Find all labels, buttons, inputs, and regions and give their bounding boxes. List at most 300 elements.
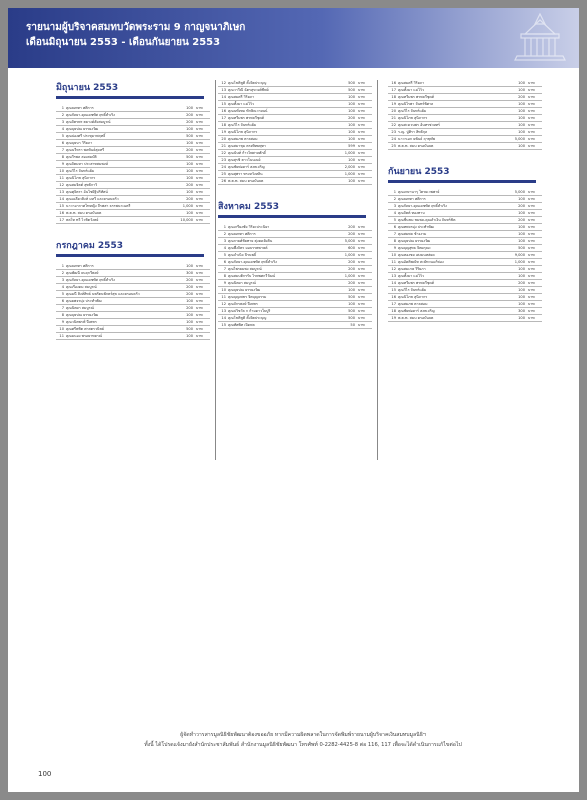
donation-amount: 500 <box>186 133 193 138</box>
currency-unit: บาท <box>196 147 203 152</box>
column-1 <box>56 80 210 354</box>
currency-unit: บาท <box>528 315 535 320</box>
row-number: 18 <box>391 308 396 313</box>
currency-unit: บาท <box>196 263 203 268</box>
currency-unit: บาท <box>528 108 535 113</box>
donation-amount: 100 <box>518 115 525 120</box>
donor-name: คุณกัลยา-คุณเดชทัศ ฤทธิ์สำเริง <box>228 259 277 264</box>
row-number: 18 <box>221 122 226 127</box>
row-number: 14 <box>59 196 64 201</box>
donor-name: คุณนิตยา สมบูรณ์ <box>228 280 256 285</box>
donation-amount: 100 <box>518 273 525 278</box>
donor-name: คุณนิโภช สุนิภากร <box>66 175 96 180</box>
row-number: 8 <box>61 154 64 159</box>
section-title: กันยายน 2553 <box>388 164 536 183</box>
currency-unit: บาท <box>196 319 203 324</box>
donor-name: คุณสมภพ ตาลสอม <box>228 136 258 141</box>
currency-unit: บาท <box>196 312 203 317</box>
donation-amount: 50 <box>350 322 355 327</box>
donor-name: คุณสมศรี วิริยภา <box>228 94 255 99</box>
donor-name: คุณกัลยา-คุณเดชทัศ ฤทธิ์สำเริง <box>66 112 115 117</box>
donor-name: คุณหองชย เสงมนหล่ยด <box>398 252 435 257</box>
donor-name: นาวาอากาศโทหญิง จีรพสา ธรรพนาเนตรี <box>66 203 131 208</box>
row-number: 12 <box>59 182 64 187</box>
currency-unit: บาท <box>528 259 535 264</box>
row-number: 13 <box>59 189 64 194</box>
donation-amount: 2,000 <box>344 164 355 169</box>
row-number: 5 <box>393 217 396 222</box>
donation-amount: 100 <box>348 157 355 162</box>
donor-name: คุณทั้งมา แม่ไว้ว <box>228 101 254 106</box>
currency-unit: บาท <box>358 178 365 183</box>
row-number: 4 <box>393 210 396 215</box>
section-title: สิงหาคม 2553 <box>218 199 366 218</box>
currency-unit: บาท <box>358 252 365 257</box>
currency-unit: บาท <box>196 175 203 180</box>
donor-name: คุณมนึ สิงห์สิทธ์ นพรัตนพักตร์สุข และครอบครัว <box>66 291 140 296</box>
currency-unit: บาท <box>196 210 203 215</box>
donation-amount: 300 <box>518 308 525 313</box>
donation-amount: 1,000 <box>344 150 355 155</box>
donation-amount: 100 <box>518 101 525 106</box>
donor-name: คุณบุษบา วิริยภา <box>66 140 93 145</box>
donor-name: คุณวาวีณี ฉัตรสุขวงศ์ชีพย์ <box>228 87 269 92</box>
document-page <box>8 8 579 792</box>
currency-unit: บาท <box>528 189 535 194</box>
donor-name: คุณจำเนิจ ปิรนพธิ์ <box>228 252 257 257</box>
currency-unit: บาท <box>358 266 365 271</box>
row-number: 17 <box>221 115 226 120</box>
row-number: 8 <box>223 273 226 278</box>
donor-name: คุณบุญเพชร จิตบุญธรรม <box>228 294 267 299</box>
donation-amount: 100 <box>518 224 525 229</box>
donation-amount: 200 <box>186 112 193 117</box>
donation-amount: 100 <box>518 196 525 201</box>
header-title-line1: รายนามผู้บริจาคสมทบวัดพระราม 9 กาญจนาภิเษก <box>26 22 246 33</box>
row-number: 1 <box>61 105 64 110</box>
donor-section <box>218 80 372 185</box>
donor-name: คุณวิไร จันทร์แย้ม <box>228 122 257 127</box>
donor-name: คุณทั้งมา แม่ไว้ว <box>398 273 424 278</box>
donor-row <box>56 217 210 224</box>
donor-name: คุณทวีมพร พรพลวีชุดศ์ <box>398 280 434 285</box>
row-number: 3 <box>61 277 64 282</box>
donor-name: คุณสมเกษ วิริยภา <box>398 266 426 271</box>
currency-unit: บาท <box>528 252 535 257</box>
currency-unit: บาท <box>528 196 535 201</box>
donor-name: คุณกัลยา-คุณเดชทัศ ฤทธิ์สำเริง <box>66 277 115 282</box>
donation-amount: 100 <box>518 266 525 271</box>
donation-amount: 200 <box>348 231 355 236</box>
donation-amount: 1,000 <box>182 203 193 208</box>
row-number: 4 <box>61 284 64 289</box>
currency-unit: บาท <box>196 291 203 296</box>
currency-unit: บาท <box>358 157 365 162</box>
donor-name: คุณนิไรพา จันทร์พิศาล <box>398 101 434 106</box>
currency-unit: บาท <box>358 94 365 99</box>
row-number: 11 <box>59 175 64 180</box>
currency-unit: บาท <box>528 273 535 278</box>
donation-amount: 500 <box>348 294 355 299</box>
currency-unit: บาท <box>196 277 203 282</box>
donor-name: คุณวิไร จันทร์แย้ม <box>66 168 95 173</box>
donor-name: คุณเกษานารุ ไตรยเวพพาย์ <box>398 189 440 194</box>
donation-amount: 100 <box>348 101 355 106</box>
currency-unit: บาท <box>196 140 203 145</box>
donor-name: คุณวนิตพรฟ์ ปีเพชร <box>66 319 97 324</box>
row-number: 19 <box>221 129 226 134</box>
donation-amount: 500 <box>186 154 193 159</box>
donor-name: คุณณหทา ศศิการ <box>66 263 94 268</box>
donor-row <box>56 333 210 340</box>
currency-unit: บาท <box>196 112 203 117</box>
donor-name: คุณณหทา ศศิการ <box>66 105 94 110</box>
donation-amount: 100 <box>518 301 525 306</box>
donor-name: คุณสมศรี วิริยภา <box>398 80 425 85</box>
currency-unit: บาท <box>528 301 535 306</box>
currency-unit: บาท <box>196 119 203 124</box>
donor-name: คุณพึ่งจิตร มอบรรพพาษค์ <box>228 245 268 250</box>
currency-unit: บาท <box>528 203 535 208</box>
column-2 <box>218 80 372 343</box>
row-number: 2 <box>61 270 64 275</box>
row-number: 15 <box>221 101 226 106</box>
row-number: 5 <box>223 252 226 257</box>
currency-unit: บาท <box>196 270 203 275</box>
row-number: 10 <box>391 252 396 257</box>
donation-amount: 100 <box>518 231 525 236</box>
donation-amount: 100 <box>186 210 193 215</box>
row-number: 5 <box>61 133 64 138</box>
donation-amount: 100 <box>186 312 193 317</box>
donor-name: ร.ญ. ปู่ศิรา สิทธิกุล <box>398 129 428 134</box>
donation-amount: 100 <box>518 143 525 148</box>
row-number: 17 <box>391 301 396 306</box>
currency-unit: บาท <box>358 101 365 106</box>
donor-name: พ.ต.ท. สมบ ครอบันธต <box>66 210 102 215</box>
currency-unit: บาท <box>196 326 203 331</box>
donor-name: คุณวิไร จันทร์แย้ม <box>398 108 427 113</box>
donor-name: คุณนวีหรา พลพันธ์สุดหรี <box>66 147 105 152</box>
donor-name: คุณจิตรพร ตยางค์ลัยสมบูรณ์ <box>66 119 111 124</box>
currency-unit: บาท <box>358 129 365 134</box>
currency-unit: บาท <box>528 87 535 92</box>
donor-name: คุณศุจิตรา อ้นไชยิฐิปริทัศน์ <box>66 189 108 194</box>
donor-name: คุณชัยพ่อฮาร์ สงหเจริญ <box>228 164 265 169</box>
row-number: 19 <box>391 101 396 106</box>
donor-name: คุณมนอง พรอยาทยาณ์ <box>66 333 103 338</box>
donor-name: คุณเฉลียวสิงห์ มหวี และครอบครัว <box>66 196 119 201</box>
row-number: 19 <box>391 315 396 320</box>
donor-row <box>218 322 372 329</box>
row-number: 20 <box>221 136 226 141</box>
donation-amount: 200 <box>518 94 525 99</box>
row-number: 3 <box>223 238 226 243</box>
donation-amount: 200 <box>518 280 525 285</box>
currency-unit: บาท <box>358 122 365 127</box>
donation-amount: 100 <box>186 333 193 338</box>
currency-unit: บาท <box>358 294 365 299</box>
currency-unit: บาท <box>196 182 203 187</box>
currency-unit: บาท <box>358 136 365 141</box>
row-number: 25 <box>391 143 396 148</box>
row-number: 3 <box>61 119 64 124</box>
donation-amount: 100 <box>518 108 525 113</box>
currency-unit: บาท <box>528 217 535 222</box>
donor-name: คุณสะดวนพร อ้นทรช่วยทร์ <box>398 122 440 127</box>
header-title-line2: เดือนมิถุนายน 2553 - เดือนกันยายน 2553 <box>26 37 221 48</box>
donation-amount: 100 <box>518 287 525 292</box>
donor-section <box>56 238 210 340</box>
donation-amount: 100 <box>348 129 355 134</box>
row-number: 5 <box>61 291 64 296</box>
donation-amount: 100 <box>186 161 193 166</box>
donation-amount: 100 <box>518 210 525 215</box>
donation-amount: 100 <box>348 108 355 113</box>
donor-name: คุณอัคติพณัท สะยัทวนแก้ข่อง <box>398 259 444 264</box>
donation-amount: 100 <box>518 129 525 134</box>
currency-unit: บาท <box>358 287 365 292</box>
donor-name: คุณนิโภช สุนิภากร <box>228 129 258 134</box>
row-number: 10 <box>59 326 64 331</box>
row-number: 24 <box>221 164 226 169</box>
currency-unit: บาท <box>196 126 203 131</box>
row-number: 16 <box>391 80 396 85</box>
row-number: 6 <box>393 224 396 229</box>
row-number: 21 <box>221 143 226 148</box>
row-number: 20 <box>391 108 396 113</box>
row-number: 16 <box>391 294 396 299</box>
page-number: 100 <box>38 770 52 778</box>
currency-unit: บาท <box>358 171 365 176</box>
currency-unit: บาท <box>358 273 365 278</box>
donation-amount: 1,000 <box>514 259 525 264</box>
row-number: 14 <box>221 94 226 99</box>
currency-unit: บาท <box>528 80 535 85</box>
currency-unit: บาท <box>196 305 203 310</box>
donation-amount: 500 <box>348 87 355 92</box>
currency-unit: บาท <box>196 105 203 110</box>
row-number: 15 <box>221 322 226 327</box>
row-number: 17 <box>391 87 396 92</box>
currency-unit: บาท <box>196 133 203 138</box>
row-number: 25 <box>221 171 226 176</box>
donation-amount: 500 <box>348 80 355 85</box>
donor-name: คุณณหทา ศศิการ <box>228 231 256 236</box>
donation-amount: 100 <box>348 301 355 306</box>
currency-unit: บาท <box>528 129 535 134</box>
donation-amount: 600 <box>348 245 355 250</box>
column-divider <box>377 80 378 460</box>
donor-name: คุณเกรียงชัย วิริยะประนิยา <box>228 224 270 229</box>
row-number: 15 <box>59 203 64 208</box>
donor-name: คุณปวิชวัล ก ก้ามดาวใบปูริ <box>228 308 271 313</box>
donor-name: คุณบุษปณ ยรรยงวัฒ <box>66 126 99 131</box>
donor-name: พ.ต.ท. สมบ ครอบันธต <box>398 315 434 320</box>
donor-name: คุณสุรชิ ตาวโนนเนย์ <box>228 157 261 162</box>
donor-name: คุณสมาชุม ตรงพิทยพุทา <box>228 143 266 148</box>
donation-amount: 200 <box>186 284 193 289</box>
row-number: 13 <box>221 87 226 92</box>
currency-unit: บาท <box>358 238 365 243</box>
row-number: 7 <box>223 266 226 271</box>
donor-name: คุณสมพล ช้างงาม <box>398 231 427 236</box>
currency-unit: บาท <box>358 164 365 169</box>
row-number: 9 <box>223 280 226 285</box>
row-number: 14 <box>391 280 396 285</box>
header-title <box>26 20 245 50</box>
donation-amount: 100 <box>186 319 193 324</box>
donor-name: คุณปองศรี ประทุมาพฤทธิ์ <box>66 133 106 138</box>
donation-amount: 1,000 <box>344 273 355 278</box>
row-number: 2 <box>223 231 226 236</box>
donor-name: คุณสมบติกรรับ ไรพพศกวีวัฒน์ <box>228 273 276 278</box>
row-number: 24 <box>391 136 396 141</box>
donor-name: คุณเรืองดม สมบูรณ์ <box>66 284 97 289</box>
donor-row <box>218 178 372 185</box>
row-number: 4 <box>61 126 64 131</box>
currency-unit: บาท <box>528 136 535 141</box>
donor-name: คุณสมภพ ตาลสอม <box>398 301 428 306</box>
donation-amount: 5,000 <box>514 189 525 194</box>
row-number: 13 <box>391 273 396 278</box>
row-number: 10 <box>59 168 64 173</box>
row-number: 6 <box>61 298 64 303</box>
footer-line1: ผู้จัดทำวารสารมูลนิธิชัยพัฒนาต้องขออภัย หากมีความผิดพลาดในการจัดพิมพ์รายนามผู้บริจาคเงินสมทบมูลนิธิฯ <box>180 732 426 738</box>
donation-amount: 10,000 <box>180 217 193 222</box>
donation-amount: 200 <box>348 266 355 271</box>
donation-amount: 200 <box>186 147 193 152</box>
donor-name: คุณจิตมหา ประสาทสมพงษ์ <box>66 161 108 166</box>
donation-amount: 200 <box>186 277 193 282</box>
section-title: มิถุนายน 2553 <box>56 80 204 99</box>
donor-name: คุณศรีพชิต ศาสตรวนิชย์ <box>66 326 105 331</box>
donor-name: พ.ต.ท. สมบ ครอบันธต <box>228 178 264 183</box>
currency-unit: บาท <box>358 301 365 306</box>
currency-unit: บาท <box>196 154 203 159</box>
donor-name: คุณนิโภช สุนิภากร <box>398 115 428 120</box>
footer-note <box>48 730 558 750</box>
donation-amount: 100 <box>518 238 525 243</box>
donor-name: คุณบุญสุทธ จิตยกุณะ <box>398 245 431 250</box>
donation-amount: 599 <box>348 143 355 148</box>
donor-name: คุณชื่นชม ชมพล-คุณลำเงิน จันทร์ชิต <box>398 217 456 222</box>
currency-unit: บาท <box>528 294 535 299</box>
donor-name: คุณโชติชูติ ตั้งจิตประบุญ <box>228 315 267 320</box>
currency-unit: บาท <box>358 80 365 85</box>
row-number: 12 <box>221 301 226 306</box>
donor-name: นาวาเอก ยพันธ์ ฤาชุฬพ <box>398 136 435 141</box>
row-number: 12 <box>391 266 396 271</box>
donor-name: คุณบุษปณ ยรรยงวัฒ <box>228 287 261 292</box>
currency-unit: บาท <box>528 238 535 243</box>
donation-amount: 1,000 <box>344 171 355 176</box>
currency-unit: บาท <box>528 245 535 250</box>
donation-amount: 200 <box>518 203 525 208</box>
currency-unit: บาท <box>358 280 365 285</box>
donor-row <box>388 315 542 322</box>
row-number: 2 <box>393 196 396 201</box>
donation-amount: 500 <box>348 308 355 313</box>
row-number: 8 <box>61 312 64 317</box>
donation-amount: 100 <box>186 168 193 173</box>
row-number: 16 <box>221 108 226 113</box>
row-number: 8 <box>393 238 396 243</box>
row-number: 10 <box>221 287 226 292</box>
donation-amount: 200 <box>186 182 193 187</box>
donation-amount: 9,000 <box>514 252 525 257</box>
donor-name: คุณกายศ์ชัยทาย ตุ่งคดจัยสิน <box>228 238 273 243</box>
donor-name: คุณชัยพ่อฮาร์ สงหเจริญ <box>398 308 435 313</box>
footer-line2: ทั้งนี้ ได้โปรดแจ้งมายังสำนักประชาสัมพันธ์ สำนักงานมูลนิธิชัยพัฒนา โทรศัพท์ 0-2282-4425-8 ต่อ 116, 117 เพื่อจะได้ดำเนินการแก้ไขต่อไป <box>144 742 462 748</box>
currency-unit: บาท <box>358 231 365 236</box>
currency-unit: บาท <box>196 333 203 338</box>
currency-unit: บาท <box>196 203 203 208</box>
currency-unit: บาท <box>358 108 365 113</box>
donor-name: คุณนันท์ ก้าวไพศาลศักดิ์ <box>228 150 266 155</box>
row-number: 7 <box>61 147 64 152</box>
donor-name: คุณนิตยา สมบูรณ์ <box>66 305 94 310</box>
row-number: 9 <box>61 319 64 324</box>
donation-amount: 200 <box>186 291 193 296</box>
donation-amount: 100 <box>518 87 525 92</box>
donor-name: คุณจักรพงษ์ ปีเพชร <box>228 301 258 306</box>
currency-unit: บาท <box>196 284 203 289</box>
donor-section <box>218 199 372 329</box>
row-number: 16 <box>59 210 64 215</box>
currency-unit: บาท <box>196 196 203 201</box>
donor-name: พ.ต.ท. สมบ ครอบันธต <box>398 143 434 148</box>
currency-unit: บาท <box>358 87 365 92</box>
donation-amount: 100 <box>348 122 355 127</box>
donation-amount: 100 <box>186 189 193 194</box>
donor-name: คุณวิไร จันทร์แย้ม <box>398 287 427 292</box>
column-divider <box>215 80 216 460</box>
header-banner <box>8 8 579 68</box>
currency-unit: บาท <box>358 322 365 327</box>
currency-unit: บาท <box>358 245 365 250</box>
donation-amount: 100 <box>186 263 193 268</box>
donation-amount: 100 <box>186 105 193 110</box>
currency-unit: บาท <box>358 224 365 229</box>
donation-amount: 100 <box>186 140 193 145</box>
row-number: 23 <box>221 157 226 162</box>
row-number: 1 <box>393 189 396 194</box>
donation-amount: 5,000 <box>514 136 525 141</box>
currency-unit: บาท <box>196 189 203 194</box>
row-number: 1 <box>223 224 226 229</box>
donation-amount: 100 <box>186 298 193 303</box>
row-number: 11 <box>221 294 226 299</box>
donation-amount: 200 <box>186 119 193 124</box>
row-number: 17 <box>59 217 64 222</box>
row-number: 13 <box>221 308 226 313</box>
donor-name: คุณณหทา ศศิการ <box>398 196 426 201</box>
donation-amount: 5,000 <box>344 238 355 243</box>
donor-name: คุณทัศพิท เปิดพล <box>228 322 255 327</box>
currency-unit: บาท <box>358 115 365 120</box>
row-number: 4 <box>223 245 226 250</box>
donor-name: คุณกัลยา-คุณเดชทัศ ฤทธิ์สำเริง <box>398 203 447 208</box>
currency-unit: บาท <box>196 298 203 303</box>
donation-amount: 200 <box>348 115 355 120</box>
donation-amount: 100 <box>518 315 525 320</box>
donor-name: คุณนทั่งทม ทักษิณวายนน์ <box>228 108 268 113</box>
donation-amount: 200 <box>186 196 193 201</box>
row-number: 12 <box>221 80 226 85</box>
donation-amount: 300 <box>186 270 193 275</box>
row-number: 15 <box>391 287 396 292</box>
